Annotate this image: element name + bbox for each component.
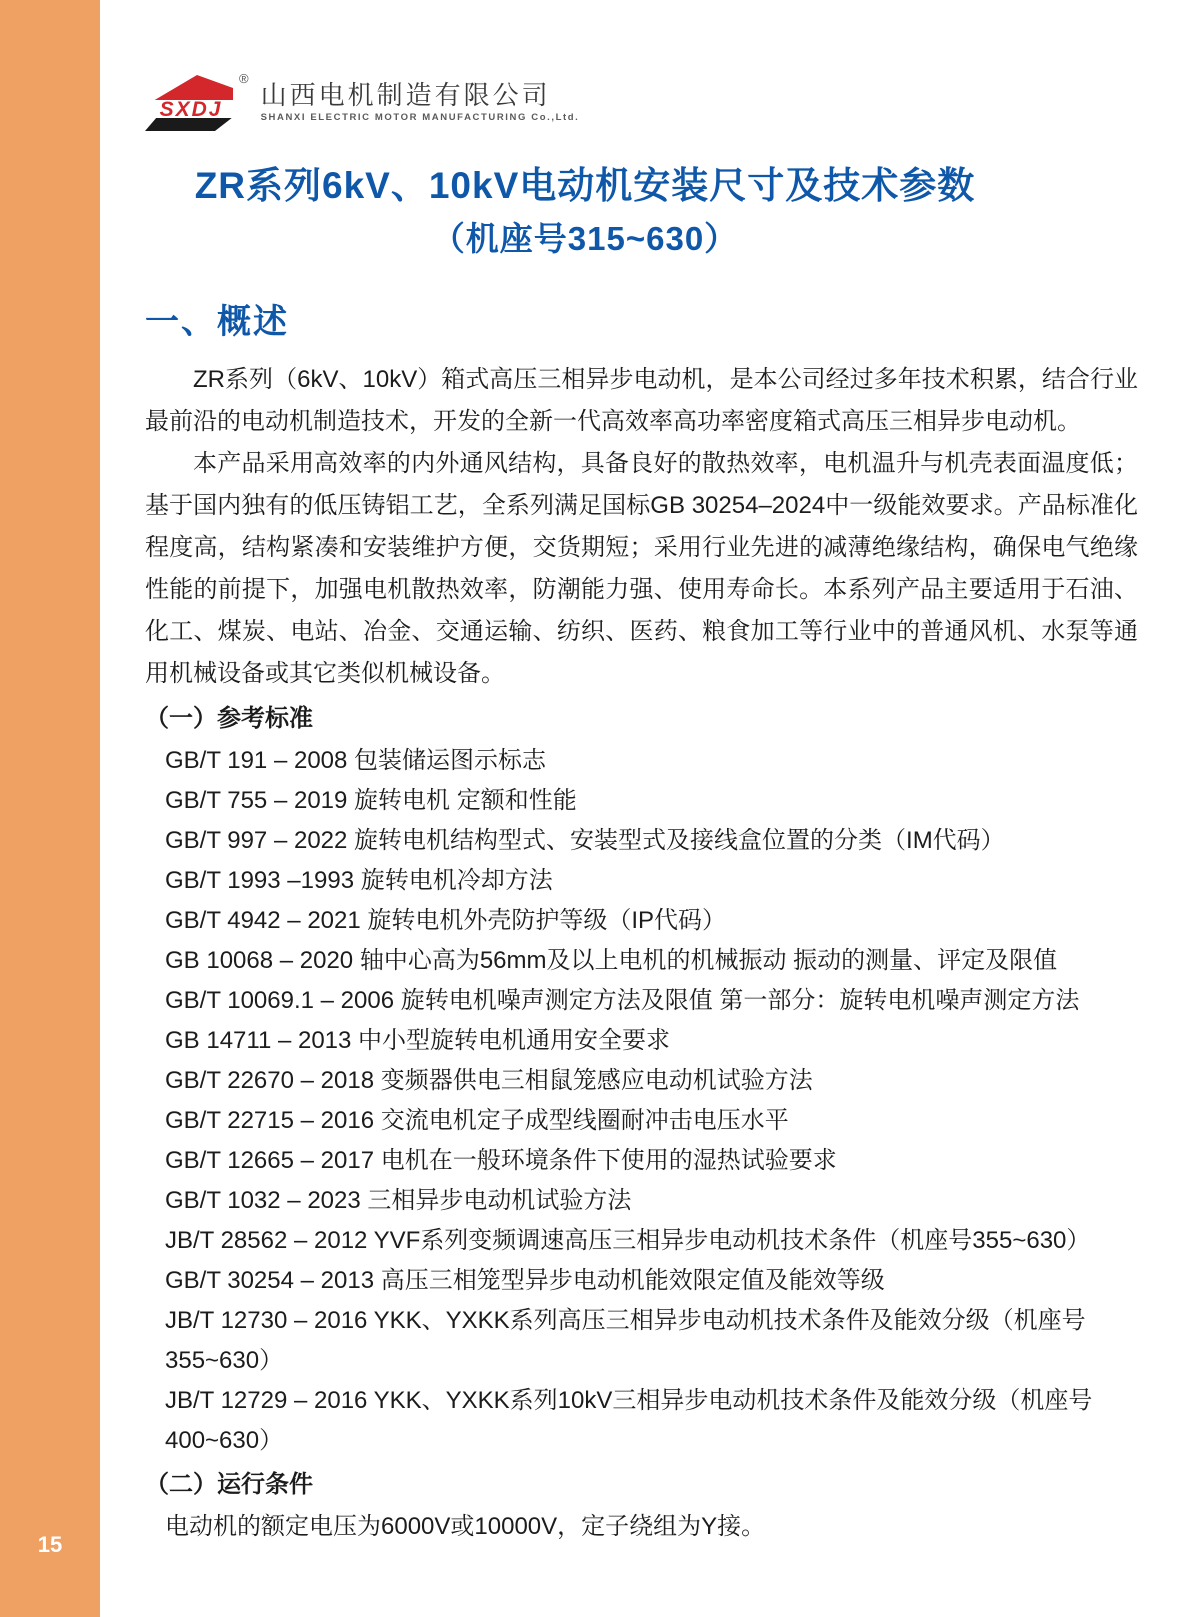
sxdj-logo-icon bbox=[145, 72, 237, 134]
reference-standard-item: GB/T 12665 – 2017 电机在一般环境条件下使用的湿热试验要求 bbox=[165, 1147, 837, 1174]
document-title-line2: （机座号315~630） bbox=[431, 220, 739, 257]
overview-paragraph: ZR系列（6kV、10kV）箱式高压三相异步电动机，是本公司经过多年技术积累，结合行业最前沿的电动机制造技术，开发的全新一代高效率高功率密度箱式高压三相异步电动机。 bbox=[145, 366, 1138, 435]
overview-paragraphs bbox=[145, 359, 1138, 695]
reference-standard-item: GB/T 4942 – 2021 旋转电机外壳防护等级（IP代码） bbox=[165, 907, 727, 934]
svg-text:SXDJ: SXDJ bbox=[159, 98, 223, 121]
company-logo-block bbox=[145, 72, 1138, 136]
reference-standard-item: GB/T 22715 – 2016 交流电机定子成型线圈耐冲击电压水平 bbox=[165, 1107, 789, 1134]
reference-standard-item: GB/T 1993 –1993 旋转电机冷却方法 bbox=[165, 867, 553, 894]
company-name-cn: 山西电机制造有限公司 bbox=[260, 80, 551, 110]
reference-standard-item: GB 10068 – 2020 轴中心高为56mm及以上电机的机械振动 振动的测量、评定及限值 bbox=[165, 947, 1058, 974]
reference-standard-item: JB/T 12730 – 2016 YKK、YXKK系列高压三相异步电动机技术条件及能效分级（机座号 355~630） bbox=[165, 1307, 1086, 1374]
reference-standard-item: GB/T 1032 – 2023 三相异步电动机试验方法 bbox=[165, 1187, 632, 1214]
reference-standard-item: GB/T 30254 – 2013 高压三相笼型异步电动机能效限定值及能效等级 bbox=[165, 1267, 885, 1294]
reference-standard-item: JB/T 12729 – 2016 YKK、YXKK系列10kV三相异步电动机技术条件及能效分级（机座号 400~630） bbox=[165, 1387, 1093, 1454]
reference-standards-list bbox=[145, 741, 1138, 1461]
document-title bbox=[145, 162, 1025, 262]
page-content bbox=[100, 0, 1200, 1617]
reference-standard-item: GB/T 22670 – 2018 变频器供电三相鼠笼感应电动机试验方法 bbox=[165, 1067, 813, 1094]
section-heading-overview: 一、概述 bbox=[145, 303, 289, 341]
overview-paragraph: 本产品采用高效率的内外通风结构，具备良好的散热效率，电机温升与机壳表面温度低；基于国内独有的低压铸铝工艺，全系列满足国标GB 30254–2024中一级能效要求。产品标准化程度高，结构紧凑和安装维护方便，交货期短；采用行业先进的减薄绝缘结构，确保电气绝缘性能的前提下，加强电机散热效率，防潮能力强、使用寿命长。本系列产品主要适用于石油、化工、煤炭、电站、冶金、交通运输、纺织、医药、粮食加工等行业中的普通风机、水泵等通用机械设备或其它类似机械设备。 bbox=[145, 450, 1138, 687]
left-accent-strip bbox=[0, 0, 100, 1617]
document-title-line1: ZR系列6kV、10kV电动机安装尺寸及技术参数 bbox=[194, 165, 976, 206]
company-name-block bbox=[261, 72, 580, 123]
company-name-en: SHANXI ELECTRIC MOTOR MANUFACTURING Co.,Ltd. bbox=[260, 112, 580, 123]
reference-standard-item: GB/T 755 – 2019 旋转电机 定额和性能 bbox=[165, 787, 577, 814]
reference-standard-item: GB/T 10069.1 – 2006 旋转电机噪声测定方法及限值 第一部分：旋转电机噪声测定方法 bbox=[165, 987, 1080, 1014]
subsection-heading-reference: （一）参考标准 bbox=[145, 705, 313, 732]
reference-standard-item: JB/T 28562 – 2012 YVF系列变频调速高压三相异步电动机技术条件（机座号355~630） bbox=[165, 1227, 1091, 1254]
reference-standard-item: GB 14711 – 2013 中小型旋转电机通用安全要求 bbox=[165, 1027, 671, 1054]
operating-conditions-text: 电动机的额定电压为6000V或10000V，定子绕组为Y接。 bbox=[165, 1513, 766, 1540]
registered-trademark-icon: ® bbox=[239, 71, 249, 86]
reference-standard-item: GB/T 191 – 2008 包装储运图示标志 bbox=[165, 747, 547, 774]
page-number: 15 bbox=[37, 1532, 63, 1557]
subsection-heading-operating: （二）运行条件 bbox=[145, 1471, 313, 1498]
reference-standard-item: GB/T 997 – 2022 旋转电机结构型式、安装型式及接线盒位置的分类（IM代码） bbox=[165, 827, 1005, 854]
